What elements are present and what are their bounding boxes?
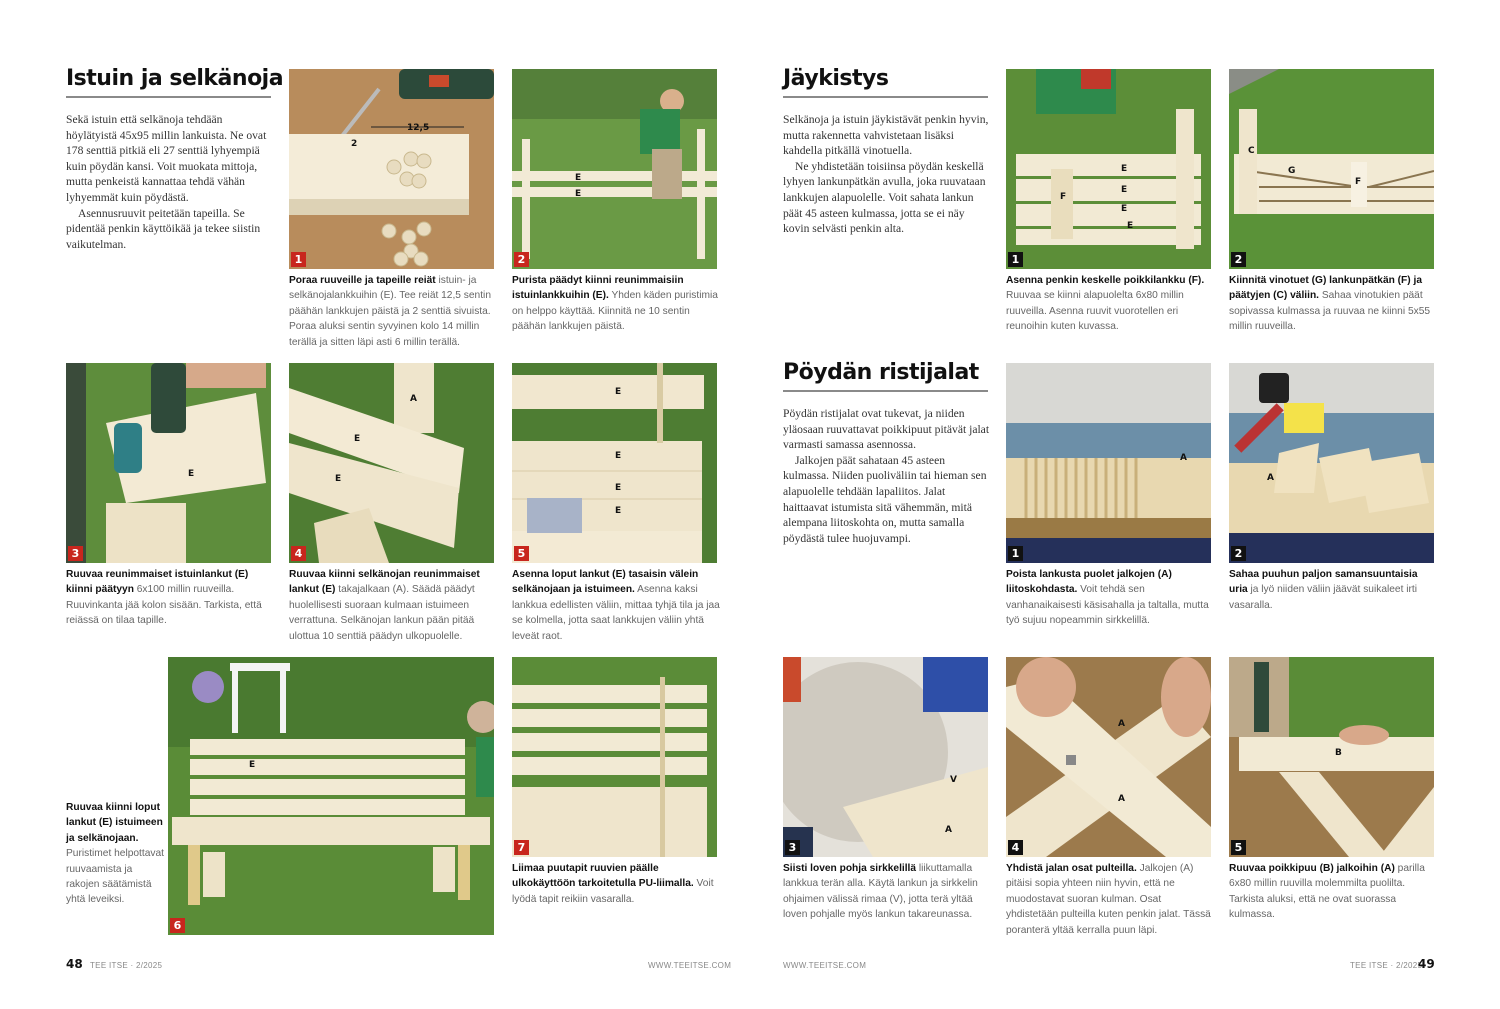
step-badge: 1 — [1008, 546, 1023, 561]
hammer-chips-illustration — [1229, 363, 1434, 563]
step-badge: 2 — [514, 252, 529, 267]
step-photo-2 — [512, 69, 717, 269]
step-badge: 6 — [170, 918, 185, 933]
step-badge: 5 — [1231, 840, 1246, 855]
drill-board-illustration — [289, 69, 494, 269]
photo-label: E — [188, 469, 195, 479]
circular-saw-illustration — [783, 657, 988, 857]
finished-backrest-illustration — [512, 657, 717, 857]
photo-label: B — [1335, 748, 1342, 758]
photo-label: E — [335, 474, 342, 484]
photo-label: A — [945, 825, 952, 835]
backrest-boards-illustration — [289, 363, 494, 563]
ristijalat-photo-1 — [1006, 363, 1211, 563]
photo-label: 2 — [351, 139, 358, 149]
photo-label: F — [1060, 192, 1067, 202]
jaykistys-photo-1 — [1006, 69, 1211, 269]
step-caption-7: Liimaa puutapit ruuvien päälle ulkokäyttöön tarkoitetulla PU-liimalla. Voit lyödä tapit reikiin vasaralla. — [512, 863, 714, 905]
heading-rule — [783, 390, 988, 392]
step-badge: 1 — [291, 252, 306, 267]
photo-label: G — [1288, 166, 1296, 176]
photo-label: E — [1121, 204, 1128, 214]
photo-label: C — [1248, 146, 1255, 156]
step-badge: 3 — [68, 546, 83, 561]
step-badge: 7 — [514, 840, 529, 855]
website-url-right: WWW.TEEITSE.COM — [783, 961, 867, 970]
photo-label: A — [1267, 473, 1274, 483]
ristijalat-photo-5 — [1229, 657, 1434, 857]
photo-label: V — [950, 775, 957, 785]
step-caption-1: Poraa ruuveille ja tapeille reiät istuin- ja selkänojalankkuihin (E). Tee reiät 12,5 sentin päähän lankkujen päistä ja 2 senttiä sivuista. Poraa aluksi sentin syvyinen kolo 14 millin terällä ja sitten läpi asti 6 millin terällä. — [289, 275, 491, 348]
magazine-issue-left: TEE ITSE · 2/2025 — [90, 961, 163, 970]
step-photo-7 — [512, 657, 717, 857]
step-photo-4 — [289, 363, 494, 563]
step-photo-5 — [512, 363, 717, 563]
step-badge: 4 — [1008, 840, 1023, 855]
step-badge: 1 — [1008, 252, 1023, 267]
page-number-left: 48 — [66, 957, 83, 971]
photo-label: E — [1127, 221, 1134, 231]
heading-rule — [783, 96, 988, 98]
photo-label: E — [575, 189, 582, 199]
photo-label: E — [1121, 185, 1128, 195]
photo-label: E — [1121, 164, 1128, 174]
jaykistys-caption-2: Kiinnitä vinotuet (G) lankunpätkän (F) ja päätyjen (C) väliin. Sahaa vinotukien päät sopivassa kulmassa ja ruuvaa ne kiinni 5x55 millin ruuveilla. — [1229, 275, 1431, 333]
section-title-ristijalat: Pöydän ristijalat — [783, 360, 979, 385]
bolt-joint-illustration — [1006, 657, 1211, 857]
photo-label: E — [575, 173, 582, 183]
ristijalat-caption-3: Siisti loven pohja sirkkelillä liikuttamalla lankkua terän alla. Käytä lankun ja sirkkelin ohjaimen välissä rimaa (V), jotta terä yltää loven pohjalle myös lankun takareunassa. — [783, 863, 978, 921]
diagonal-brace-illustration — [1229, 69, 1434, 269]
photo-label: E — [615, 483, 622, 493]
crossbeam-drill-illustration — [1229, 657, 1434, 857]
photo-label: E — [615, 387, 622, 397]
magazine-issue-right: TEE ITSE · 2/2025 — [1350, 961, 1423, 970]
step-caption-4: Ruuvaa kiinni selkänojan reunimmaiset lankut (E) takajalkaan (A). Säädä päädyt huolellisesti suoraan kulmaan istuimeen verrattuna. Selkänojan lankun pään pitää ulottua 10 senttiä päädyn ulkopuolelle. — [289, 569, 480, 642]
step-caption-6: Ruuvaa kiinni loput lankut (E) istuimeen ja selkänojaan. Puristimet helpottavat ruuvaamista ja rakojen säätämistä yhtä leveiksi. — [66, 802, 164, 906]
photo-label: 12,5 — [407, 123, 430, 133]
step-caption-5: Asenna loput lankut (E) tasaisin välein selkänojaan ja istuimeen. Asenna kaksi lankkua edellisten väliin, mittaa tyhjä tila ja jaa se kolmella, jotta saat lankkujen väliin yhtä leveät raot. — [512, 569, 720, 642]
ristijalat-caption-1: Poista lankusta puolet jalkojen (A) liitoskohdasta. Voit tehdä sen vanhanaikaisesti käsisahalla ja taltalla, mutta työ sujuu nopeammin sirkkelillä. — [1006, 569, 1209, 627]
photo-label: E — [249, 760, 256, 770]
ristijalat-photo-4 — [1006, 657, 1211, 857]
right-page — [750, 0, 1500, 1009]
jaykistys-caption-1: Asenna penkin keskelle poikkilankku (F). Ruuvaa se kiinni alapuolelta 6x80 millin ruuveilla. Asenna ruuvit vuorotellen eri reunoihin kuten kuvassa. — [1006, 275, 1205, 333]
notched-board-illustration — [1006, 363, 1211, 563]
ristijalat-caption-5: Ruuvaa poikkipuu (B) jalkoihin (A) parilla 6x80 millin ruuvilla molemmilta puolilta. Tarkista aluksi, että ne ovat suorassa kulmassa. — [1229, 863, 1425, 921]
step-badge: 3 — [785, 840, 800, 855]
step-badge: 4 — [291, 546, 306, 561]
photo-label: E — [615, 451, 622, 461]
ristijalat-caption-2: Sahaa puuhun paljon samansuuntaisia uria ja lyö niiden väliin jäävät suikaleet irti vasaralla. — [1229, 569, 1418, 611]
ristijalat-caption-4: Yhdistä jalan osat pulteilla. Jalkojen (A) pitäisi sopia yhteen niin hyvin, että ne muodostavat suoran kulman. Osat yhdistetään pulteilla kuten penkin jalat. Tässä poranterä yltää kerralla puun läpi. — [1006, 863, 1211, 936]
photo-label: A — [1118, 794, 1125, 804]
step-photo-3 — [66, 363, 271, 563]
photo-label: E — [615, 506, 622, 516]
step-photo-1 — [289, 69, 494, 269]
bench-assembly-illustration — [168, 657, 494, 935]
section-title-jaykistys: Jäykistys — [783, 66, 889, 91]
ristijalat-photo-2 — [1229, 363, 1434, 563]
step-caption-3: Ruuvaa reunimmaiset istuinlankut (E) kiinni päätyyn 6x100 millin ruuveilla. Ruuvinkanta jää kolon sisään. Tarkista, että reiässä on tilaa tapille. — [66, 569, 262, 627]
photo-label: A — [1118, 719, 1125, 729]
step-photo-6 — [168, 657, 494, 935]
step-badge: 2 — [1231, 252, 1246, 267]
heading-rule — [66, 96, 271, 98]
photo-label: E — [354, 434, 361, 444]
crossboard-illustration — [1006, 69, 1211, 269]
ristijalat-photo-3 — [783, 657, 988, 857]
section-intro: Selkänoja ja istuin jäykistävät penkin hyvin, mutta rakennetta vahvistetaan lisäksi kahdella pitkällä vinotuella. Ne yhdistetään toisiinsa pöydän keskellä lyhyen lankunpätkän avulla, joka ruuvataan lankkujen alapuolelle. Voit sahata lankun päät 45 asteen kulmassa, jotta se ei näy kovin selvästi penkin alta. — [783, 113, 989, 236]
step-badge: 5 — [514, 546, 529, 561]
step-badge: 2 — [1231, 546, 1246, 561]
section-intro: Sekä istuin että selkänoja tehdään höylätyistä 45x95 millin lankuista. Ne ovat 178 senttiä pitkiä eli 27 senttiä lyhyempiä kuin pöydän kansi. Voit muokata mittoja, mutta penkeistä kannattaa tehdä vähän lyhyemmät kuin pöydästä. Asennusruuvit peitetään tapeilla. Se pidentää penkin käyttöikää ja tekee siistin vaikutelman. — [66, 113, 267, 251]
photo-label: F — [1355, 177, 1362, 187]
section-intro: Pöydän ristijalat ovat tukevat, ja niiden yläosaan ruuvattavat poikkipuut pitävät jalat varmasti samassa asennossa. Jalkojen päät sahataan 45 asteen kulmassa. Niiden puoliväliin tai hieman sen alapuolelle tehdään lapaliitos. Jalat haittaavat istumista sitä vähemmän, mitä alempana liitoskohta on, mutta samalla pöydästä tulee huojuvampi. — [783, 407, 990, 545]
page-number-right: 49 — [1418, 957, 1435, 971]
photo-label: A — [410, 394, 417, 404]
website-url-left: WWW.TEEITSE.COM — [648, 961, 732, 970]
drill-seat-illustration — [66, 363, 271, 563]
section-title-istuin: Istuin ja selkänoja — [66, 66, 284, 91]
photo-label: A — [1180, 453, 1187, 463]
jaykistys-photo-2 — [1229, 69, 1434, 269]
step-caption-2: Purista päädyt kiinni reunimmaisiin istuinlankkuihin (E). Yhden käden puristimia on helppo käyttää. Kiinnitä ne 10 sentin päähän lankkujen päistä. — [512, 275, 718, 333]
clamp-bench-illustration — [512, 69, 717, 269]
